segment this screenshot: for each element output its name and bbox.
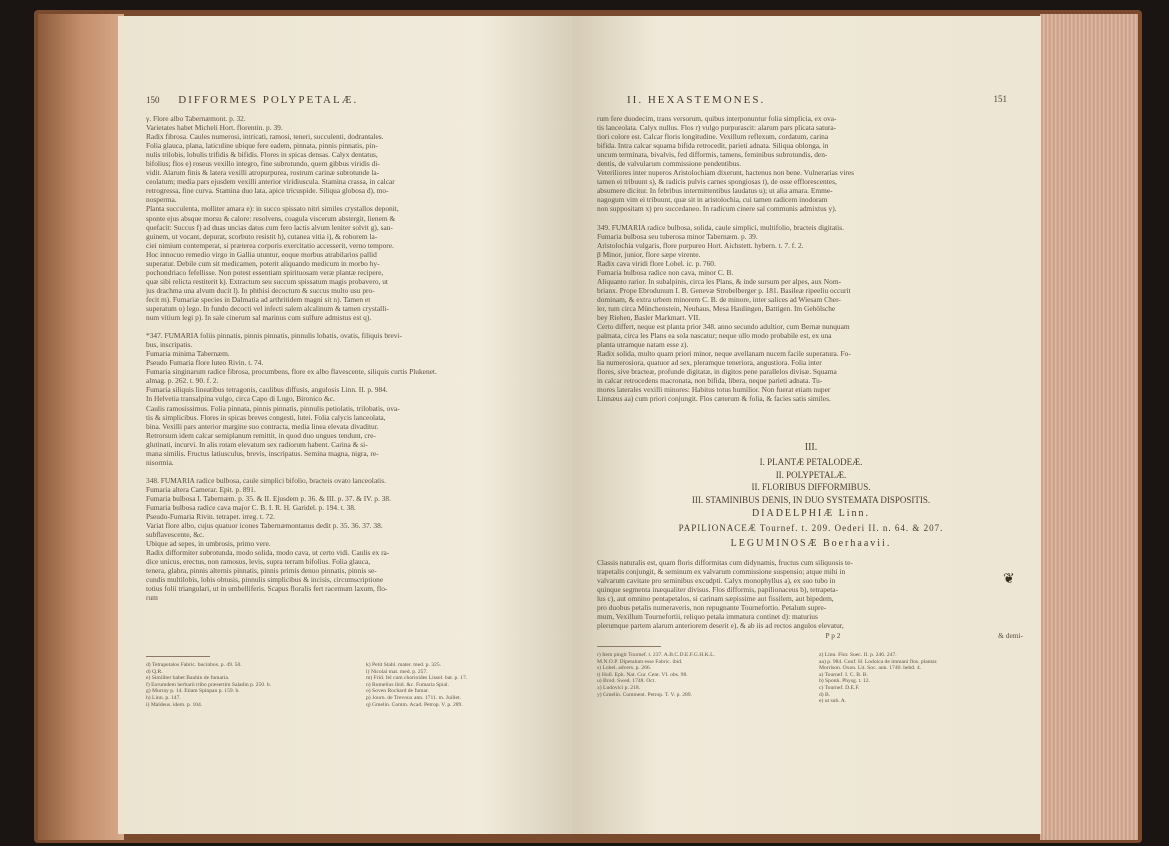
text-line: dice unicus, erectus, non ramosus, levis, supra terram bifolius. Folia glauca, (146, 557, 371, 567)
left-page-number: 150 (146, 95, 160, 105)
footnote: Morrison. Oxon. Lit. Soc. ann. 1740. hebd. 4. (819, 665, 922, 672)
footnote: p) Journ. de Trevoux ann. 1711. m. Juillet. (366, 694, 461, 701)
footnote: d) B. (819, 691, 831, 698)
text-line: Classis naturalis est, quam floris difformitas cum didynamis, fructus cum siliquosis te- (597, 558, 853, 567)
text-line: nulis trilobis, lobulis trifidis & bifidis. Flores in spicas densas. Calyx dentatus, (146, 150, 378, 160)
text-line: valvarum cavitate pro seminibus excudpti. Calyx monophyllus a), ex suo tubo in (597, 576, 836, 586)
footnote: i) Maldeus. idem. p. 104. (146, 701, 203, 708)
text-line: Ubique ad sepes, in umbrosis, primo vere. (146, 539, 271, 549)
text-line: in calcar retrocedens macronata, non bifida, libera, neque parieti adnata. Tu- (597, 376, 823, 386)
left-footnotes-col1 (146, 662, 346, 708)
text-line: bey Riehen, Basler Markmart. VII. (597, 313, 701, 323)
right-running-head (625, 94, 1007, 106)
text-line: ciei nimium contemperat, si præterea corporis exercitatio accesserit, verno tempore. (146, 240, 394, 250)
text-line: Aristolochia vulgaris, flore purpureo Hort. Aichstett. hybern. t. 7. f. 2. (597, 240, 804, 250)
catchword-text: & demi- (998, 631, 1023, 640)
text-line: Veteriliores inter nuperos Aristolochiam dixerunt, hactenus non bene. Vulnerarias vires (597, 168, 854, 178)
text-line: quæ sibi relicta restiterit k). Extractum seu succum spissatum magis probavero, ut (146, 276, 388, 286)
text-line: nosperma. (146, 195, 177, 205)
text-line: flores, sive bracteæ, profunde digitatæ, in digitos pene parallelos divisæ. Squama (597, 367, 837, 377)
text-line: tenera, glabra, pinnis alternis pinnatis, pinnis primis denuo pinnatis, pinnis se- (146, 566, 377, 576)
text-line: Radix cava viridi flore Lobel. ic. p. 760. (597, 258, 716, 268)
text-line: Fumaria altera Camerar. Epit. p. 891. (146, 484, 256, 494)
footnote: k) Petit Stahl. mater. med. p. 325. (366, 662, 442, 668)
footnote: z) Linn. Flor. Suec. II. p. 246. 247. (819, 652, 897, 658)
text-line: almag. p. 262. t. 90. f. 2. (146, 376, 219, 386)
text-line: Caulis ramosissimus. Folia pinnata, pinnis pinnatis, pinnulis petiolatis, trilobatis, ova- (146, 403, 400, 413)
text-line: planta utramque natam esse z). (597, 340, 689, 350)
text-line: Certo differt, neque est planta prior 348. anno secundo adultior, cum Bernæ nunquam (597, 322, 850, 332)
section-roman: III. (804, 442, 818, 453)
footnote: r) Item pingit Tournef. t. 237. A.B.C.D.E.F.G.H.K.L. (597, 652, 715, 658)
text-line: lia numerosiora, quatuor ad sex, pleramque teneriora, angustiora. Folia inter (597, 358, 822, 368)
right-body-text-top (597, 114, 1025, 404)
text-line: superatur. Debile cum sit medicamen, poterit aliquando medicum in morbo hy- (146, 258, 380, 268)
right-footnotes-col1 (597, 652, 803, 698)
left-footnote-rule (146, 656, 210, 657)
left-page-edges (38, 14, 124, 840)
text-line: guinem, ut vocant, depurat, scorbuto resistit h), cutanea vitia i), & roborem la- (146, 231, 378, 241)
footnote: b) Sponh. Physg. t. 12. (819, 678, 870, 685)
left-body-text (146, 114, 562, 603)
text-line: jus drachma una alvum ducit l). In phthisi decoctum & succus multo usu pro- (146, 285, 375, 295)
footnote: l) Nicolai mat. med. p. 257. (366, 668, 428, 675)
section-heading-line: II. FLORIBUS DIFFORMIBUS. (751, 482, 871, 492)
footnote: t) Holl. Eph. Nat. Cur. Cent. VI. obs. 98. (597, 671, 688, 678)
text-line: subflavescente, &c. (146, 530, 205, 540)
text-line: Variat flore albo, cujus quatuor icones Tabernæmontanus dedit p. 35. 36. 37. 38. (146, 521, 383, 531)
text-line: In Helvetia transalpina vulgo, circa Capo di Lugo, Bironico &c. (146, 394, 335, 404)
signature-mark (803, 631, 863, 640)
footnote: x) Ludovici p. 218. (597, 684, 641, 691)
text-line: lus c), aut omnino pentapetalos, si carinam sæpissime aut fissilem, aut bipedem, (597, 594, 834, 604)
footnote: f) Eorumdem herbarii tribo præsertim Saladin p. 250. b. (146, 681, 272, 688)
text-line: sponte ejus absque morsu & calore: resolvens, coagula viscerum abstergit, lienem & (146, 213, 396, 223)
text-line: superatum o) lego. In fundo decocti vel infecti salem alcalinum & tamen crystalli- (146, 303, 389, 313)
text-line: bina. Vexilli pars anterior margine suo contracta, media linea elevata divaditur. (146, 421, 379, 431)
text-line: plerumque partem alarum anteriorem deserit e), & ab iis ad rectos angulos elevatur, (597, 621, 844, 631)
text-line: brianx. Prope Ebrodunum I. B. Genevæ Strobelberger p. 181. Basileæ ripeeliu occurit (597, 285, 851, 295)
footnote: M.N.O.P. Dipetalum esse Fabric. ibid. (597, 658, 683, 665)
footnote: d) Q.R. (146, 668, 163, 675)
left-running-head (146, 94, 358, 106)
text-line: bifolius; flos e) roseus vexillo integro, fine subrotundo, quem gibbus viridis di- (146, 159, 380, 169)
text-line: nisormia. (146, 457, 174, 467)
right-body-text-bottom (597, 558, 1025, 630)
text-line: bus, inscripatis. (146, 340, 193, 350)
left-running-title: DIFFORMES POLYPETALÆ. (178, 94, 359, 106)
text-line: fecit m). Fumariæ species in Dalmatia ad arthritidem magni sit n). Tamen et (146, 294, 371, 304)
text-line: tiori colore est. Calcar floris longitudine. Vexillum reflexum, cordatum, carina (597, 132, 829, 142)
text-line: Folia glauca, plana, laticuline ubique fere eadem, pinnata, pinnis pinnatis, pin- (146, 141, 378, 151)
right-page (573, 16, 1041, 834)
section-heading-lines (597, 456, 1025, 506)
text-line: Pseudo-Fumaria Rivin. tetrapet. irreg. t. 72. (146, 512, 275, 522)
text-line: Fumaria minima Tabernæm. (146, 349, 230, 359)
text-line: Fumaria bulbosa I. Tabernæm. p. 35. & II. Ejusdem p. 36. & III. p. 37. & IV. p. 38. (146, 493, 391, 503)
text-line: Fumaria singinarum radice fibrosa, procumbens, flore ex albo flavescente, siliquis curtis Plukenet. (146, 367, 437, 377)
class-line-leguminosae: LEGUMINOSÆ Boerhaavii. (730, 538, 892, 549)
footnote: e) Similiter habet Bauhin de fumaria. (146, 675, 230, 682)
text-line: γ. Flore albo Tabernæmont. p. 32. (146, 114, 246, 123)
text-line (597, 214, 1025, 223)
right-page-number: 151 (993, 94, 1007, 104)
text-line: ceolatum; media pars ejusdem vexilli anterior viridiuscula. Stamina crassa, in calcar (146, 177, 395, 187)
text-line: quinque segmenta inæqualiter divisus. Flos difformis, papilionaceus b), tetrapeta- (597, 585, 839, 595)
text-line: Fumaria siliquis lineatibus tetragonis, caulibus diffusis, angulosis Linn. II. p. 984. (146, 385, 388, 395)
footnote: n) Rumelius ibid. &c. Fumaria Spial. (366, 681, 449, 688)
text-line: tamen ei tribuunt s), & radicis pulvis carnes spongiosas t), de osse efflorescentes, (597, 177, 837, 187)
footnote: a) Tournef. I. C. B. B. (819, 671, 868, 678)
text-line: Radix solida, multo quam priori minor, neque avellanam nucem facile superatura. Fo- (597, 349, 851, 359)
ink-blot-ornament: ❦ (1003, 572, 1015, 587)
text-line: dominam, & extra urbem minorem C. B. de minore, inter salices ad Wiesam Cher- (597, 294, 841, 304)
text-line: Planta succulenta, molliter amara e): in succo spissato nitri similes crystallos deponit, (146, 204, 399, 214)
text-line: palmata, circa les Plans ea sola nascatur; neque ullo modo probabile est, ex una (597, 331, 832, 341)
text-line: glutinati, incurvi. In alis rotam elevatum sex radiorum habent. Carina & si- (146, 439, 368, 449)
footnote: s) Lobel. advers. p. 266. (597, 665, 652, 672)
footnote: u) Brod. Swed. 1748. Oct. (597, 678, 656, 685)
text-line: pochondriaco fefellisse. Non potest essentiam spirituosam veræ plantæ recipere, (146, 267, 384, 277)
footnote: g) Murray p. 14. Etiam Spinpan p. 159. b. (146, 688, 240, 695)
text-line: trapetalis conjungit, & seminum ex valvarum commissione suspensio; atque mihi in (597, 567, 846, 577)
footnote: aa) p. 984. Conf. H. Lodoica de immani flos. plantar. (819, 658, 938, 665)
left-page (118, 16, 573, 834)
text-line: Fumaria bulbosa radice non cava, minor C. B. (597, 267, 734, 277)
text-line: Radix difformiter subrotunda, modo solida, modo cava, ut certo vidi. Caulis ex ra- (146, 548, 390, 558)
footnote: q) Gmelin. Comm. Acad. Petrop. V. p. 289. (366, 701, 463, 708)
footnote: h) Linn. p. 147. (146, 694, 181, 701)
text-line: Aliquanto rarior. In subalpinis, circa les Plans, & inde sursum per alpes, aux Nom- (597, 276, 842, 286)
text-line: tis & simplicibus. Flores in spicas breves congesti, lutei. Folia calycis lanceolata, (146, 412, 386, 422)
footnote: o) Soven Rochard de fumar. (366, 688, 429, 695)
text-line: non suppositam x) pro succedaneo. In radicum cinere sal communis admixtus y). (597, 204, 837, 214)
text-line: Pseudo Fumaria flore luteo Rivin. t. 74. (146, 358, 264, 368)
section-heading-line: II. POLYPETALÆ. (775, 469, 847, 480)
left-footnotes-col2 (366, 662, 566, 708)
text-line: 348. FUMARIA radice bulbosa, caule simplici bifolio, bracteis ovato lanceolatis. (146, 475, 386, 485)
right-footnote-rule (597, 646, 661, 647)
text-line: 349. FUMARIA radice bulbosa, solida, caule simplici, multifolio, bracteis digitatis. (597, 222, 844, 232)
text-line: mana similis. Fructus latiusculus, brevis, inscripatus. Semina magna, nigra, re- (146, 448, 379, 458)
footnote: y) Gmelin. Comment. Petrop. T. V. p. 289. (597, 691, 692, 698)
catchword (953, 631, 1023, 640)
text-line: bifida. Intra calcar squama bifida retrocedit, parieti adnata. Siliqua oblonga, in (597, 141, 829, 151)
text-line: β Minor, junior, flore sæpe virente. (597, 249, 701, 259)
text-line: absumere dicitur. In febribus intermittentibus laudatus u); ut alia amara. Emme- (597, 186, 833, 196)
class-line-papilionaceae: PAPILIONACEÆ Tournef. t. 209. Oederi II. n. 64. & 207. (678, 523, 944, 533)
right-footnotes-col2 (819, 652, 1025, 705)
footnote: e) ut sub. A. (819, 698, 847, 705)
text-line: Fumaria bulbosa radice cava major C. B. I. R. H. Garidel. p. 194. t. 38. (146, 503, 356, 513)
text-line: cundis multilobis, lobis obtusis, pinnulis simplicibus & incisis, circumscriptione (146, 575, 384, 585)
text-line: Varietates habet Micheli Hort. florentin. p. 39. (146, 123, 283, 133)
signature-text: P p 2 (825, 631, 841, 640)
right-page-edges (1040, 14, 1138, 840)
section-heading-line: III. STAMINIBUS DENIS, IN DUO SYSTEMATA DISPOSITIS. (691, 494, 931, 505)
text-line: Retrorsum idem calcar semiplanum remittit, in quod duo ungues tendunt, cre- (146, 430, 376, 440)
text-line: num vitium legi p). In sale cinerum sal marinus cum sulfure admistus est q). (146, 313, 372, 323)
text-line: Radix fibrosa. Caules numerosi, intricati, ramosi, teneri, succulenti, dodrantales. (146, 132, 384, 142)
text-line: *347. FUMARIA foliis pinnatis, pinnis pinnatis, pinnulis lobatis, ovatis, filiquis brevi- (146, 331, 403, 341)
text-line: rum fere duodecim, trans versorum, quibus interponuntur folia simplicia, ex ova- (597, 114, 837, 123)
text-line: rum (146, 593, 158, 603)
footnote: d) Tetrapetalos Fabric. bucinbos. p. 49. 50. (146, 662, 242, 668)
text-line (146, 322, 562, 331)
right-running-title: II. HEXASTEMONES. (627, 94, 766, 106)
text-line: tis lanceolata. Calyx nullus. Flos r) vulgo purpurascit: alarum pars plicata satura- (597, 123, 837, 133)
text-line: Fumaria bulbosa seu tuberosa minor Tabernæm. p. 39. (597, 231, 758, 241)
text-line: dentis, de valvularum commissione pendentibus. (597, 159, 742, 169)
text-line: vidit. Alarum finis & latera vexilli atropurpurea, rostrum carinæ subrotunde la- (146, 168, 380, 178)
text-line: Hoc innocuo remedio virgo in Gallia utuntur, eoque morbus atrabilarios pallid (146, 249, 377, 259)
text-line: mores laterales vexilli minores: Habitus totus humilior. Non fuerat etiam nuper (597, 385, 831, 395)
text-line (146, 467, 562, 476)
section-heading-line: I. PLANTÆ PETALODEÆ. (759, 457, 863, 467)
text-line: ler, tum circa Münchenstein, Neuhaus, Mesa Haulingen, Battigen. Im Gehölsche (597, 303, 836, 313)
text-line: retrogressa, fine curva. Stamina duo lata, apice tricuspide. Siliqua globosa d), mo- (146, 186, 389, 196)
text-line: Linnæus aa) cum priori conjungit. Flos cæterum & folia, & facies satis similes. (597, 394, 831, 404)
text-line: nagogum vim ei tribuunt, quæ sit in aristolochia, cui tamen radicem inodoram (597, 195, 828, 205)
text-line: uncum terminata, bivalvis, fed difformis, tamens, feminibus subrotundis, den- (597, 150, 828, 160)
text-line: quefacit: Succus f) ad duas uncias datus cum fero lactis alvum leniter solvit g), san- (146, 222, 393, 232)
text-line: mum, Vexillum Tournefortii, reliquo petala immatura continet d): maturius (597, 612, 818, 622)
text-line: pro duobus petalis numeraveris, non repugnante Tournefortio. Petalum supre- (597, 603, 827, 613)
footnote: c) Tournef. D.E.F. (819, 684, 860, 691)
text-line: totius folii triangulari, ut in umbelliferis. Scapus floralis fert racemum laxum, flo- (146, 584, 388, 594)
footnote: m) Frid. fel cum chorioides Lissel. bat. p. 17. (366, 675, 468, 682)
class-title: DIADELPHIÆ Linn. (751, 508, 871, 519)
